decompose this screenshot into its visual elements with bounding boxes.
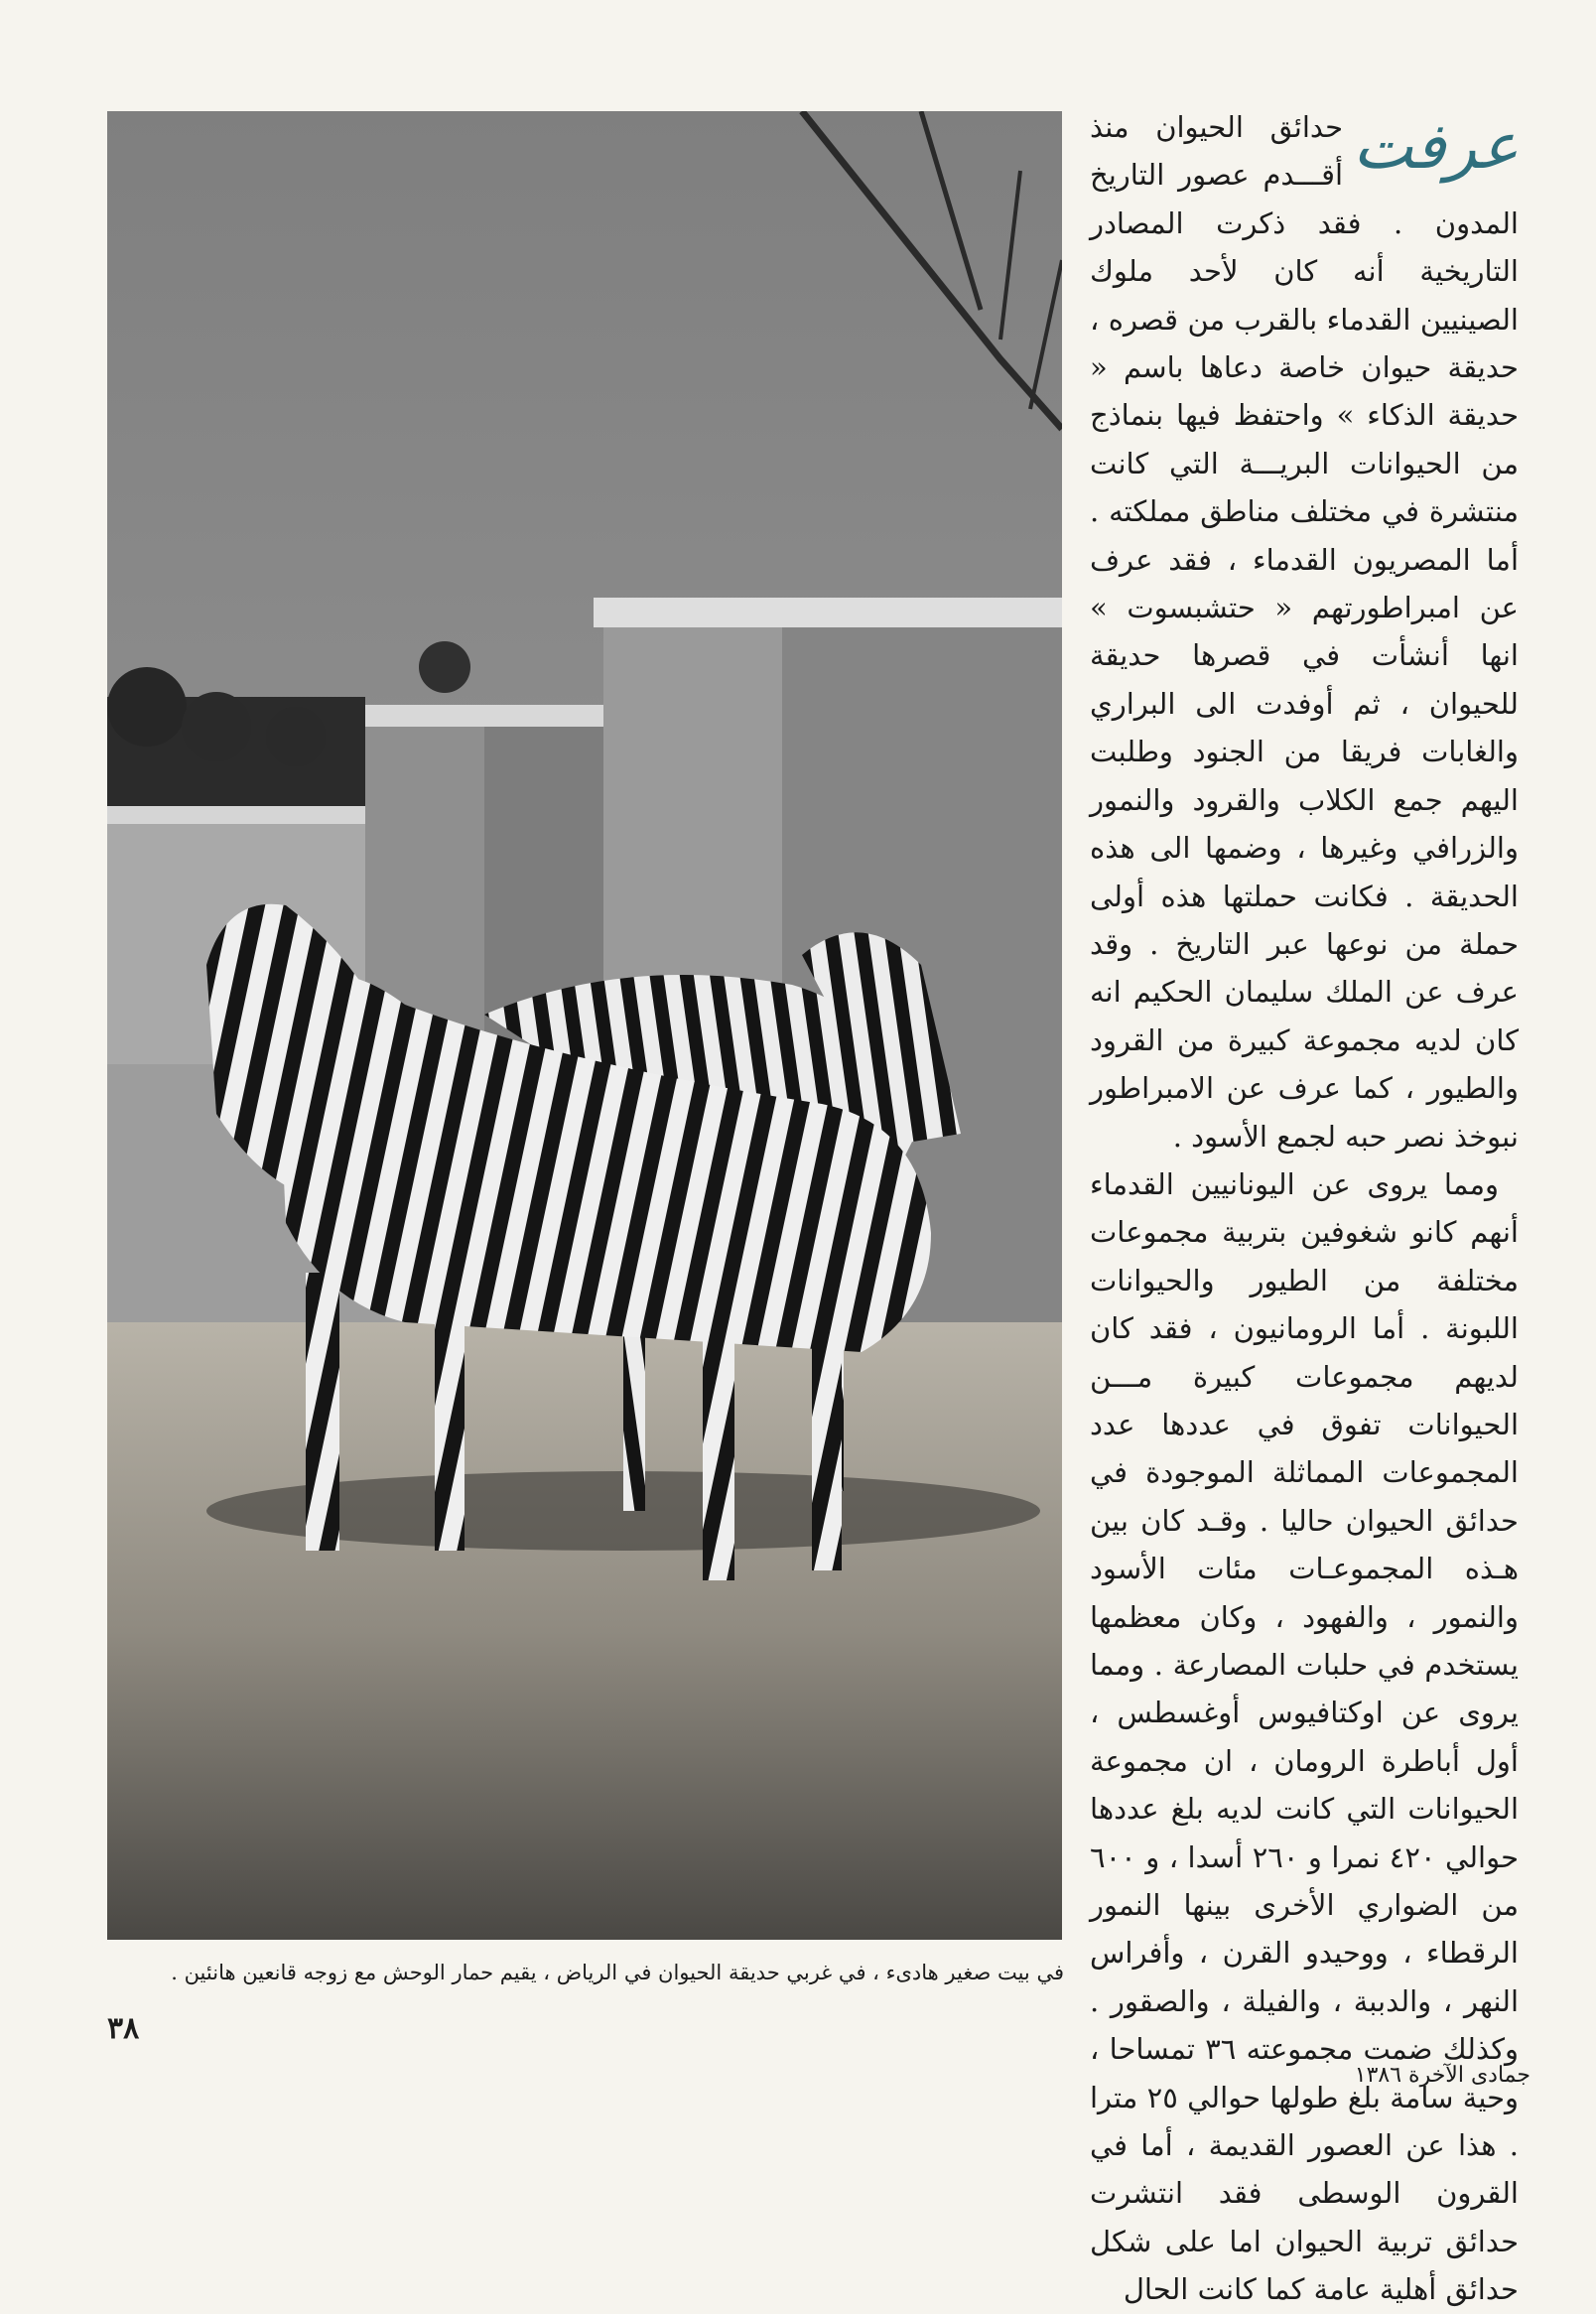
dropcap-word: عرفت (1353, 110, 1519, 184)
issue-date-footer: جمادى الآخرة ١٣٨٦ (1354, 2063, 1530, 2088)
zebra-photo-image (107, 111, 1062, 1940)
zebra-photo (107, 111, 1062, 1940)
article-paragraph-text: حدائق الحيوان منذ أقـــدم عصور التاريخ المدون . فقد ذكرت المصادر التاريخية أنه كان لأحد ملوك الصينيين القدماء بالقرب من قصره ، حديقة حيوان خاصة دعاها باسم « حديقة الذكاء » واحتفظ فيها بنماذج من الحيوانات البريـــة التي كانت منتشرة في مختلف مناطق مملكته . أما المصريون القدماء ، فقد عرف عن امبراطورتهم « حتشبسوت » انها أنشأت في قصرها حديقة للحيوان ، ثم أوفدت الى البراري والغابات فريقا من الجنود وطلبت اليهم جمع الكلاب والقرود والنمور والزرافي وغيرها ، وضمها الى هذه الحديقة . فكانت حملتها هذه أولى حملة من نوعها عبر التاريخ . وقد عرف عن الملك سليمان الحكيم انه كان لديه مجموعة كبيرة من القرود والطيور ، كما عرف عن الامبراطور نبوخذ نصر حبه لجمع الأسود . (1090, 110, 1519, 1154)
article-paragraph: ومما يروى عن اليونانيين القدماء أنهم كانو شغوفين بتربية مجموعات مختلفة من الطيور والحيوانات اللبونة . أما الرومانيون ، فقد كان لديهم مجموعات كبيرة مـــن الحيوانات تفوق في عددها عدد المجموعات المماثلة الموجودة في حدائق الحيوان حاليا . وقـد كان بين هـذه المجموعـات مئات الأسود والنمور ، والفهود ، وكان معظمها يستخدم في حلبات المصارعة . ومما يروى عن اوكتافيوس أوغسطس ، أول أباطرة الرومان ، ان مجموعة الحيوانات التي كانت لديه بلغ عددها حوالي ٤٢٠ نمرا و ٢٦٠ أسدا ، و ٦٠٠ من الضواري الأخرى بينها النمور الرقطاء ، ووحيدو القرن ، وأفراس النهر ، والدببة ، والفيلة ، والصقور . وكذلك ضمت مجموعته ٣٦ تمساحا ، وحية سامة بلغ طولها حوالي ٢٥ مترا . هذا عن العصور القديمة ، أما في القرون الوسطى فقد انتشرت حدائق تربية الحيوان اما على شكل حدائق أهلية عامة كما كانت الحال (1090, 1166, 1520, 2307)
article-paragraph (1090, 103, 1519, 1160)
page-number: ٣٨ (107, 2011, 140, 2046)
photo-caption: في بيت صغير هادىء ، في غربي حديقة الحيوان في الرياض ، يقيم حمار الوحش مع زوجه قانعين هانئين . (171, 1961, 1064, 1984)
